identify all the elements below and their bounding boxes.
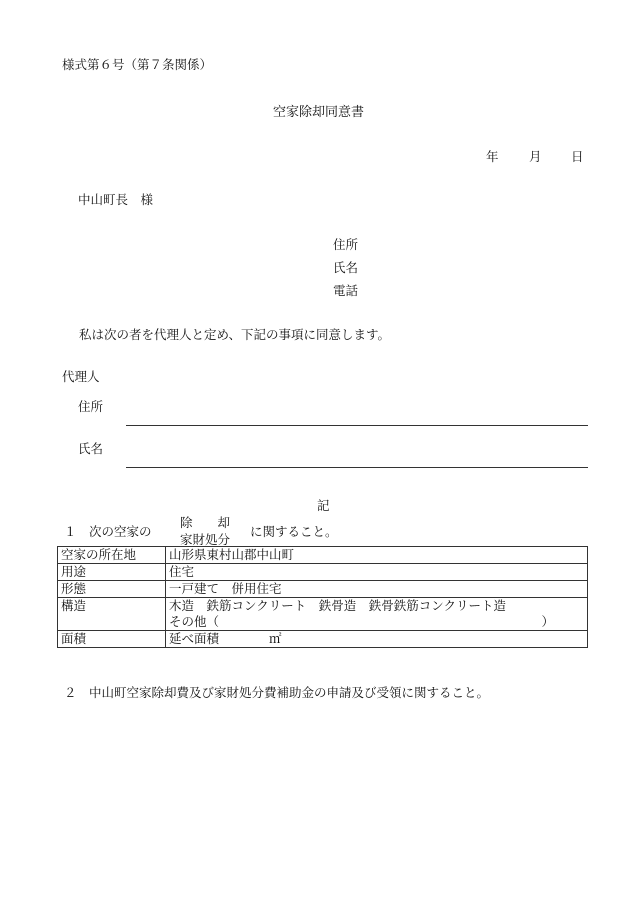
structure-options: 木造 鉄筋コンクリート 鉄骨造 鉄骨鉄筋コンクリート造 bbox=[169, 598, 507, 613]
area-label: 延べ面積 bbox=[169, 631, 220, 646]
item-1-option-demolition: 除 却 bbox=[180, 515, 231, 530]
agent-address-label: 住所 bbox=[78, 399, 104, 414]
row-value-location: 山形県東村山郡中山町 bbox=[166, 547, 588, 564]
row-value-form: 一戸建て 併用住宅 bbox=[166, 581, 588, 598]
addressee: 中山町長 様 bbox=[78, 192, 154, 207]
structure-other-label: その他（ bbox=[169, 614, 220, 629]
agent-name-line bbox=[126, 467, 588, 468]
table-row bbox=[58, 581, 588, 598]
table-row bbox=[58, 598, 588, 631]
agent-name-label: 氏名 bbox=[78, 441, 104, 456]
table-row bbox=[58, 564, 588, 581]
agent-heading: 代理人 bbox=[62, 369, 100, 384]
applicant-address-label: 住所 bbox=[333, 237, 359, 252]
consent-statement: 私は次の者を代理人と定め、下記の事項に同意します。 bbox=[79, 327, 391, 342]
row-label-form: 形態 bbox=[58, 581, 166, 598]
row-value-structure bbox=[166, 598, 588, 631]
row-value-area bbox=[166, 631, 588, 648]
applicant-name-label: 氏名 bbox=[333, 260, 359, 275]
date-day: 日 bbox=[571, 149, 584, 164]
date-year: 年 bbox=[486, 149, 499, 164]
row-label-area: 面積 bbox=[58, 631, 166, 648]
item-1-option-disposal: 家財処分 bbox=[180, 532, 231, 547]
structure-other bbox=[169, 614, 584, 630]
row-label-location: 空家の所在地 bbox=[58, 547, 166, 564]
area-unit: ㎡ bbox=[268, 631, 282, 646]
item-1-suffix: に関すること。 bbox=[250, 524, 338, 539]
table-row bbox=[58, 547, 588, 564]
row-value-use: 住宅 bbox=[166, 564, 588, 581]
date-month: 月 bbox=[529, 149, 542, 164]
agent-address-line bbox=[126, 425, 588, 426]
row-label-use: 用途 bbox=[58, 564, 166, 581]
property-table bbox=[57, 546, 588, 648]
record-heading: 記 bbox=[317, 498, 330, 513]
row-label-structure: 構造 bbox=[58, 598, 166, 631]
form-number: 様式第６号（第７条関係） bbox=[62, 57, 213, 72]
structure-other-close: ） bbox=[541, 614, 554, 629]
applicant-phone-label: 電話 bbox=[333, 283, 359, 298]
item-2: ２ 中山町空家除却費及び家財処分費補助金の申請及び受領に関すること。 bbox=[64, 685, 490, 700]
document-title: 空家除却同意書 bbox=[273, 105, 365, 120]
item-1-prefix: １ 次の空家の bbox=[64, 524, 152, 539]
table-row bbox=[58, 631, 588, 648]
